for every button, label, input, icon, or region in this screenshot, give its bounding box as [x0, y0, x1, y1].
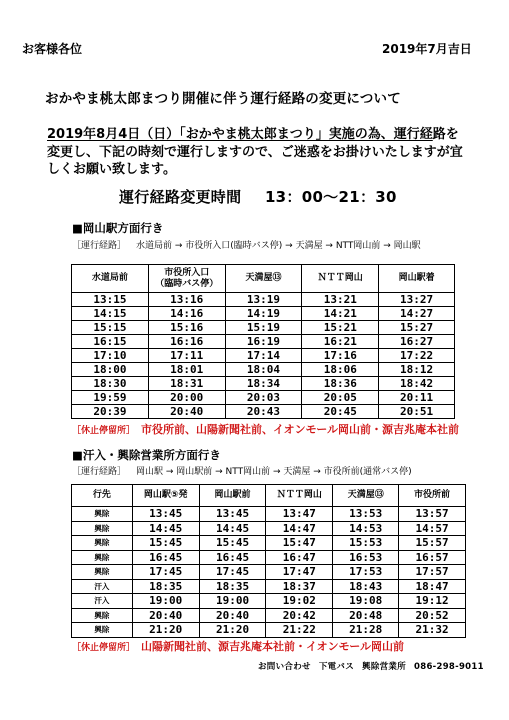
time-cell: 16:21 [302, 335, 379, 349]
route-okayama-station [72, 238, 421, 251]
time-cell: 14:53 [333, 521, 399, 536]
time-cell: 14:27 [379, 307, 455, 321]
time-cell: 15:53 [333, 536, 399, 551]
time-cell: 20:39 [72, 405, 149, 419]
closed-stops-list: 市役所前、山陽新聞社前、イオンモール岡山前・源吉兆庵本社前 [141, 423, 460, 436]
time-cell: 13:15 [72, 293, 149, 307]
route-label: ［運行経路］ [72, 467, 127, 477]
table-row [72, 405, 455, 419]
time-cell: 13:45 [199, 507, 266, 522]
time-cell: 13:27 [379, 293, 455, 307]
route-label: ［運行経路］ [72, 241, 127, 251]
time-cell: 14:57 [399, 521, 466, 536]
column-header: 岡山駅前 [199, 485, 266, 507]
time-cell: 13:45 [132, 507, 199, 522]
time-cell: 19:08 [333, 594, 399, 609]
time-cell: 21:20 [132, 623, 199, 638]
closed-stops-list: 山陽新聞社前、源吉兆庵本社前・イオンモール岡山前 [141, 640, 405, 653]
time-cell: 17:45 [132, 565, 199, 580]
table-row [72, 565, 466, 580]
time-cell: 14:16 [148, 307, 225, 321]
time-cell: 15:57 [399, 536, 466, 551]
time-cell: 17:22 [379, 349, 455, 363]
time-cell: 14:21 [302, 307, 379, 321]
time-cell: 17:57 [399, 565, 466, 580]
column-header: ＮＴＴ岡山 [302, 265, 379, 293]
contact-info [258, 660, 492, 672]
time-cell: 16:57 [399, 550, 466, 565]
closed-stops-haiiri-kojo [72, 638, 404, 654]
time-cell: 18:36 [302, 377, 379, 391]
closed-stops-label: ［休止停留所］ [72, 643, 136, 653]
table-row [72, 579, 466, 594]
column-header: 水道局前 [72, 265, 149, 293]
column-header: 天満屋⑬ [333, 485, 399, 507]
table-row [72, 521, 466, 536]
table-row [72, 507, 466, 522]
time-cell: 18:47 [399, 579, 466, 594]
table-row [72, 550, 466, 565]
time-cell: 14:45 [132, 521, 199, 536]
time-cell: 15:19 [225, 321, 302, 335]
destination-cell: 興除 [72, 521, 133, 536]
time-cell: 20:11 [379, 391, 455, 405]
contact-office: 興除営業所 [362, 662, 407, 672]
section-heading-okayama-station: ■岡山駅方面行き [72, 221, 164, 235]
time-cell: 15:15 [72, 321, 149, 335]
notice-underlined-text: 2019年8月4日（日）「おかやま桃太郎まつり」実施の為、運行経 [47, 127, 433, 142]
time-cell: 19:00 [132, 594, 199, 609]
time-cell: 16:45 [199, 550, 266, 565]
time-cell: 20:43 [225, 405, 302, 419]
time-cell: 16:45 [132, 550, 199, 565]
table-row [72, 321, 455, 335]
time-cell: 20:03 [225, 391, 302, 405]
document-title: おかやま桃太郎まつり開催に伴う運行経路の変更について [45, 91, 401, 107]
issue-date: 2019年7月吉日 [382, 42, 472, 56]
time-cell: 20:00 [148, 391, 225, 405]
column-header: 市役所前 [399, 485, 466, 507]
time-cell: 14:15 [72, 307, 149, 321]
destination-cell: 興除 [72, 507, 133, 522]
time-cell: 17:10 [72, 349, 149, 363]
time-cell: 21:22 [266, 623, 333, 638]
time-cell: 15:21 [302, 321, 379, 335]
destination-cell: 興除 [72, 608, 133, 623]
time-cell: 19:00 [199, 594, 266, 609]
table-row [72, 536, 466, 551]
time-cell: 13:57 [399, 507, 466, 522]
time-cell: 15:16 [148, 321, 225, 335]
table-row [72, 293, 455, 307]
destination-cell: 興除 [72, 565, 133, 580]
time-cell: 20:05 [302, 391, 379, 405]
time-cell: 15:47 [266, 536, 333, 551]
time-cell: 17:47 [266, 565, 333, 580]
destination-cell: 汗入 [72, 579, 133, 594]
column-header: 岡山駅着 [379, 265, 455, 293]
notice-text: 路を変更し、下記の時刻で運行しますので、ご迷惑をお掛けいたしますが宜しくお願い致します。 [47, 127, 463, 177]
time-cell: 19:59 [72, 391, 149, 405]
changed-hours-label: 運行経路変更時間 [119, 188, 242, 206]
destination-cell: 興除 [72, 623, 133, 638]
table-row [72, 363, 455, 377]
time-cell: 16:16 [148, 335, 225, 349]
time-cell: 19:12 [399, 594, 466, 609]
time-cell: 14:45 [199, 521, 266, 536]
table-row [72, 594, 466, 609]
notice-paragraph [47, 126, 467, 179]
time-cell: 13:47 [266, 507, 333, 522]
time-cell: 14:19 [225, 307, 302, 321]
time-cell: 20:40 [132, 608, 199, 623]
timetable-okayama-station [71, 264, 455, 419]
time-cell: 18:37 [266, 579, 333, 594]
time-cell: 18:35 [199, 579, 266, 594]
time-cell: 13:16 [148, 293, 225, 307]
table-row [72, 608, 466, 623]
time-cell: 15:45 [132, 536, 199, 551]
time-cell: 16:53 [333, 550, 399, 565]
time-cell: 20:40 [148, 405, 225, 419]
table-header-row [72, 485, 466, 507]
time-cell: 17:14 [225, 349, 302, 363]
time-cell: 18:06 [302, 363, 379, 377]
time-cell: 18:12 [379, 363, 455, 377]
changed-hours-range: 13：00〜21：30 [264, 188, 397, 206]
destination-cell: 興除 [72, 550, 133, 565]
table-row [72, 307, 455, 321]
closed-stops-okayama-station [72, 421, 459, 437]
section-heading-haiiri-kojo: ■汗入・興除営業所方面行き [72, 448, 221, 462]
contact-company: 下電バス [318, 662, 355, 672]
time-cell: 16:47 [266, 550, 333, 565]
time-cell: 16:15 [72, 335, 149, 349]
contact-phone: 086-298-9011 [414, 662, 484, 672]
time-cell: 16:27 [379, 335, 455, 349]
time-cell: 15:45 [199, 536, 266, 551]
table-row [72, 377, 455, 391]
time-cell: 17:45 [199, 565, 266, 580]
time-cell: 20:42 [266, 608, 333, 623]
column-header: 岡山駅⑤発 [132, 485, 199, 507]
closed-stops-label: ［休止停留所］ [72, 426, 136, 436]
time-cell: 21:20 [199, 623, 266, 638]
time-cell: 18:42 [379, 377, 455, 391]
time-cell: 19:02 [266, 594, 333, 609]
time-cell: 18:01 [148, 363, 225, 377]
time-cell: 18:30 [72, 377, 149, 391]
time-cell: 15:27 [379, 321, 455, 335]
table-row [72, 349, 455, 363]
time-cell: 21:28 [333, 623, 399, 638]
time-cell: 13:19 [225, 293, 302, 307]
column-header: ＮＴＴ岡山 [266, 485, 333, 507]
time-cell: 18:31 [148, 377, 225, 391]
route-text: 岡山駅 → 岡山駅前 → NTT岡山前 → 天満屋 → 市役所前(通常バス停) [136, 467, 412, 477]
table-header-row [72, 265, 455, 293]
table-row [72, 391, 455, 405]
time-cell: 17:11 [148, 349, 225, 363]
column-header: 天満屋⑬ [225, 265, 302, 293]
addressee: お客様各位 [22, 42, 83, 56]
time-cell: 20:52 [399, 608, 466, 623]
route-haiiri-kojo [72, 464, 412, 477]
column-header: 市役所入口 （臨時バス停） [148, 265, 225, 293]
route-text: 水道局前 → 市役所入口(臨時バス停) → 天満屋 → NTT岡山前 → 岡山駅 [136, 241, 421, 251]
contact-label: お問い合わせ [258, 662, 311, 672]
time-cell: 17:16 [302, 349, 379, 363]
time-cell: 17:53 [333, 565, 399, 580]
time-cell: 16:19 [225, 335, 302, 349]
time-cell: 20:51 [379, 405, 455, 419]
time-cell: 18:00 [72, 363, 149, 377]
changed-hours [119, 186, 397, 207]
time-cell: 18:04 [225, 363, 302, 377]
time-cell: 18:35 [132, 579, 199, 594]
time-cell: 20:48 [333, 608, 399, 623]
destination-cell: 興除 [72, 536, 133, 551]
table-row [72, 623, 466, 638]
time-cell: 20:45 [302, 405, 379, 419]
destination-cell: 汗入 [72, 594, 133, 609]
time-cell: 13:21 [302, 293, 379, 307]
table-row [72, 335, 455, 349]
time-cell: 14:47 [266, 521, 333, 536]
column-header: 行先 [72, 485, 133, 507]
time-cell: 21:32 [399, 623, 466, 638]
time-cell: 13:53 [333, 507, 399, 522]
time-cell: 20:40 [199, 608, 266, 623]
timetable-haiiri-kojo [71, 484, 466, 638]
time-cell: 18:34 [225, 377, 302, 391]
time-cell: 18:43 [333, 579, 399, 594]
